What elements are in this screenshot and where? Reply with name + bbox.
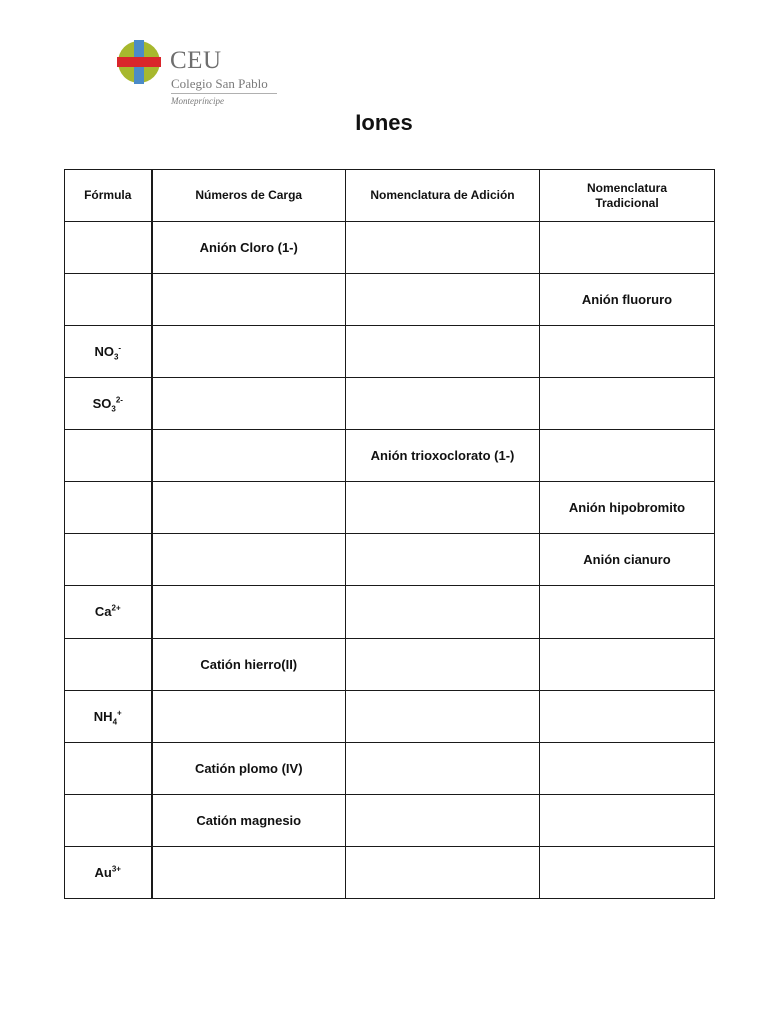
traditional-cell — [540, 794, 715, 846]
table-row — [65, 482, 715, 534]
table-row — [65, 430, 715, 482]
table-row — [65, 586, 715, 638]
formula-cell — [65, 274, 152, 326]
addition-cell — [346, 326, 540, 378]
charge-cell — [152, 482, 346, 534]
table-row — [65, 690, 715, 742]
addition-cell — [346, 586, 540, 638]
addition-cell: Anión trioxoclorato (1-) — [346, 430, 540, 482]
charge-cell — [152, 534, 346, 586]
charge-cell — [152, 586, 346, 638]
formula-cell — [65, 430, 152, 482]
addition-cell — [346, 638, 540, 690]
formula-superscript: - — [118, 343, 122, 353]
logo-campus-text: Montepríncipe — [171, 96, 224, 106]
formula-base: NH — [93, 708, 113, 724]
formula-subscript: 3 — [113, 352, 119, 362]
formula-cell — [65, 326, 152, 378]
ceu-cross-icon — [117, 40, 161, 84]
traditional-cell — [540, 690, 715, 742]
traditional-cell: Anión hipobromito — [540, 482, 715, 534]
table-row — [65, 326, 715, 378]
formula-cell — [65, 534, 152, 586]
charge-cell — [152, 430, 346, 482]
traditional-cell — [540, 846, 715, 898]
charge-cell: Anión Cloro (1-) — [152, 222, 346, 274]
addition-cell — [346, 222, 540, 274]
logo-college-text: Colegio San Pablo — [171, 76, 268, 91]
formula-cell — [65, 586, 152, 638]
formula-cell — [65, 482, 152, 534]
table-row — [65, 794, 715, 846]
formula-cell — [65, 378, 152, 430]
header-traditional: Nomenclatura Tradicional — [540, 170, 715, 222]
traditional-cell — [540, 742, 715, 794]
logo-divider — [171, 93, 277, 94]
formula-cell — [65, 846, 152, 898]
formula-base: Ca — [94, 604, 112, 620]
table-row — [65, 638, 715, 690]
charge-cell — [152, 274, 346, 326]
table-header-row — [65, 170, 715, 222]
table-row — [65, 222, 715, 274]
table-row — [65, 846, 715, 898]
formula-superscript: + — [117, 708, 122, 718]
traditional-cell: Anión cianuro — [540, 534, 715, 586]
formula-base: Au — [94, 864, 112, 880]
formula-cell — [65, 638, 152, 690]
formula-base: NO — [94, 344, 114, 360]
table-row — [65, 378, 715, 430]
traditional-cell — [540, 378, 715, 430]
table-row — [65, 274, 715, 326]
formula-superscript: 2+ — [111, 604, 121, 614]
formula-subscript: 4 — [112, 717, 118, 727]
charge-cell — [152, 326, 346, 378]
addition-cell — [346, 690, 540, 742]
logo-brand-text: CEU — [170, 47, 222, 74]
formula-cell — [65, 794, 152, 846]
formula-cell — [65, 690, 152, 742]
addition-cell — [346, 378, 540, 430]
addition-cell — [346, 274, 540, 326]
traditional-cell: Anión fluoruro — [540, 274, 715, 326]
traditional-cell — [540, 222, 715, 274]
traditional-cell — [540, 586, 715, 638]
traditional-cell — [540, 326, 715, 378]
header-charge: Números de Carga — [152, 170, 346, 222]
charge-cell: Catión magnesio — [152, 794, 346, 846]
page-title: Iones — [355, 110, 413, 135]
addition-cell — [346, 742, 540, 794]
table-row — [65, 742, 715, 794]
charge-cell — [152, 690, 346, 742]
formula-subscript: 3 — [111, 404, 116, 414]
formula-superscript: 3+ — [111, 864, 121, 874]
formula-cell — [65, 222, 152, 274]
header-formula: Fórmula — [65, 170, 152, 222]
formula-base: SO — [92, 396, 112, 412]
formula-superscript: 2- — [115, 395, 123, 405]
traditional-cell — [540, 430, 715, 482]
table-row — [65, 534, 715, 586]
ceu-logo — [117, 40, 287, 110]
traditional-cell — [540, 638, 715, 690]
charge-cell: Catión plomo (IV) — [152, 742, 346, 794]
header-addition: Nomenclatura de Adición — [346, 170, 540, 222]
addition-cell — [346, 794, 540, 846]
addition-cell — [346, 534, 540, 586]
charge-cell — [152, 846, 346, 898]
charge-cell: Catión hierro(II) — [152, 638, 346, 690]
addition-cell — [346, 846, 540, 898]
addition-cell — [346, 482, 540, 534]
formula-cell — [65, 742, 152, 794]
charge-cell — [152, 378, 346, 430]
ions-table — [64, 169, 715, 899]
